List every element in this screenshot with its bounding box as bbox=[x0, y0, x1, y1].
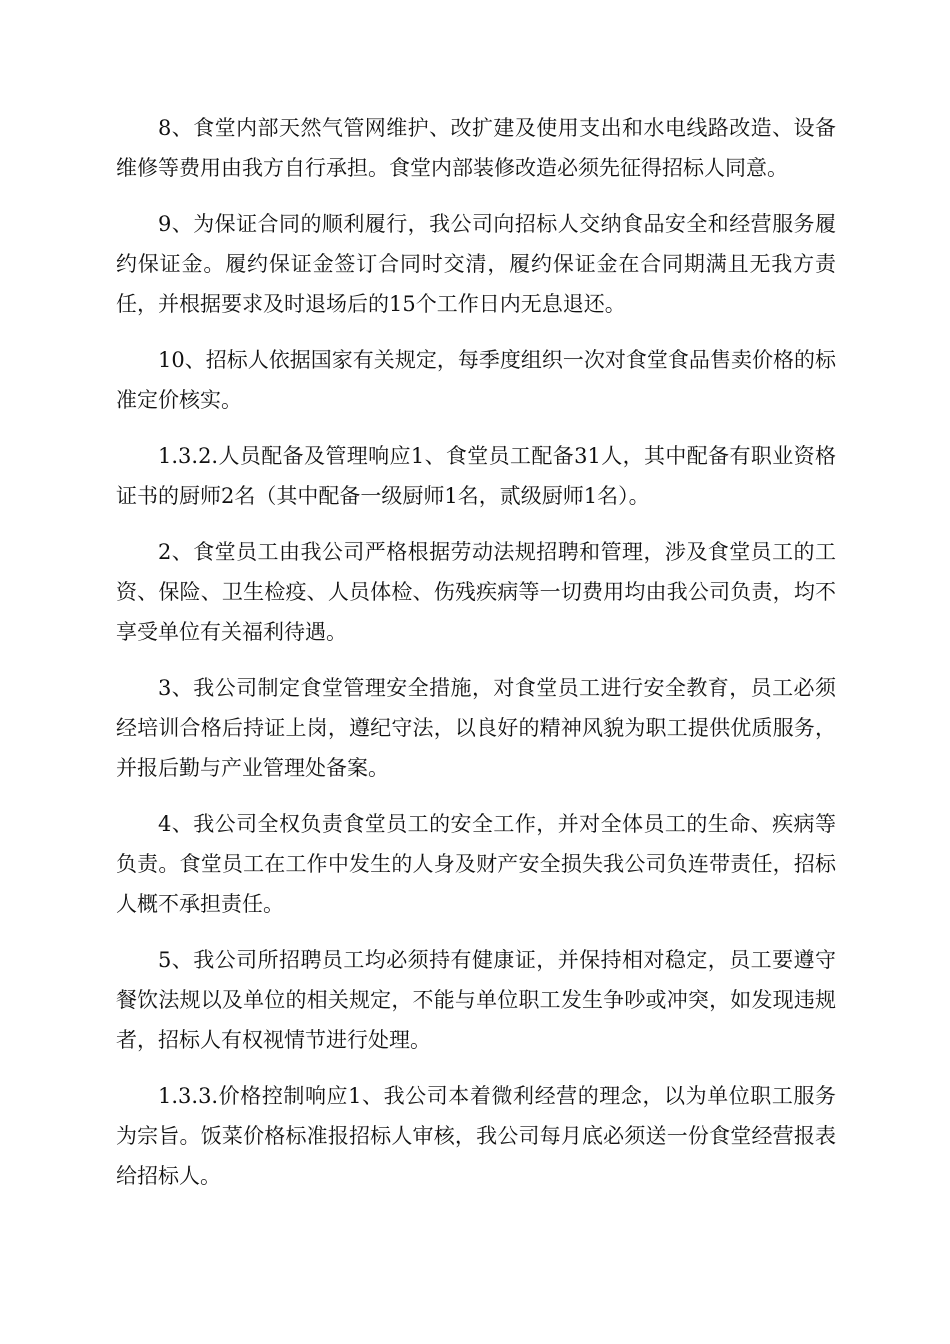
paragraph-staff-3: 3、我公司制定食堂管理安全措施，对食堂员工进行安全教育，员工必须经培训合格后持证上岗，遵纪守法，以良好的精神风貌为职工提供优质服务，并报后勤与产业管理处备案。 bbox=[116, 676, 836, 780]
paragraph-staff-5: 5、我公司所招聘员工均必须持有健康证，并保持相对稳定，员工要遵守餐饮法规以及单位的相关规定，不能与单位职工发生争吵或冲突，如发现违规者，招标人有权视情节进行处理。 bbox=[116, 948, 836, 1052]
paragraph-1-3-3: 1.3.3.价格控制响应1、我公司本着微利经营的理念，以为单位职工服务为宗旨。饭菜价格标准报招标人审核，我公司每月底必须送一份食堂经营报表给招标人。 bbox=[116, 1084, 836, 1188]
paragraph-staff-2: 2、食堂员工由我公司严格根据劳动法规招聘和管理，涉及食堂员工的工资、保险、卫生检疫、人员体检、伤残疾病等一切费用均由我公司负责，均不享受单位有关福利待遇。 bbox=[116, 540, 836, 644]
paragraph-9: 9、为保证合同的顺利履行，我公司向招标人交纳食品安全和经营服务履约保证金。履约保证金签订合同时交清，履约保证金在合同期满且无我方责任，并根据要求及时退场后的15个工作日内无息退还。 bbox=[116, 212, 836, 316]
paragraph-staff-4: 4、我公司全权负责食堂员工的安全工作，并对全体员工的生命、疾病等负责。食堂员工在工作中发生的人身及财产安全损失我公司负连带责任，招标人概不承担责任。 bbox=[116, 812, 836, 916]
paragraph-10: 10、招标人依据国家有关规定，每季度组织一次对食堂食品售卖价格的标准定价核实。 bbox=[116, 348, 836, 412]
document-body bbox=[116, 108, 836, 1212]
paragraph-8: 8、食堂内部天然气管网维护、改扩建及使用支出和水电线路改造、设备维修等费用由我方自行承担。食堂内部装修改造必须先征得招标人同意。 bbox=[116, 116, 836, 180]
paragraph-1-3-2: 1.3.2.人员配备及管理响应1、食堂员工配备31人，其中配备有职业资格证书的厨师2名（其中配备一级厨师1名，贰级厨师1名）。 bbox=[116, 444, 836, 508]
